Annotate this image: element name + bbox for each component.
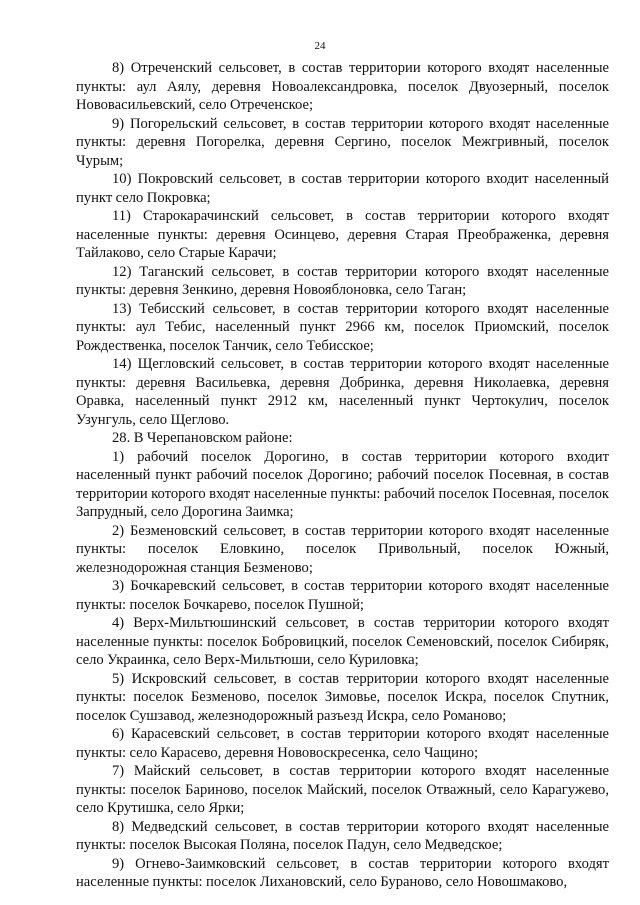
paragraph: 14) Щегловский сельсовет, в состав территории которого входят населенные пункты: деревня Васильевка, деревня Добринка, деревня Николаевка, деревня Оравка, населенный пункт 2912 км, населенный пункт Чертокулич, поселок Узунгуль, село Щеглово.: [76, 356, 609, 428]
paragraph: 9) Погорельский сельсовет, в состав территории которого входят населенные пункты: деревня Погорелка, деревня Сергино, поселок Межгривный, поселок Чурым;: [76, 115, 609, 169]
paragraph: 12) Таганский сельсовет, в состав территории которого входят населенные пункты: деревня Зенкино, деревня Новояблоновка, село Таган;: [76, 263, 609, 298]
paragraph: 2) Безменовский сельсовет, в состав территории которого входят населенные пункты: поселок Еловкино, поселок Привольный, поселок Южный, железнодорожная станция Безменово;: [76, 522, 609, 576]
paragraph: 8) Медведский сельсовет, в состав территории которого входят населенные пункты: поселок Высокая Поляна, поселок Падун, село Медведское;: [76, 818, 609, 853]
paragraph: 3) Бочкаревский сельсовет, в состав территории которого входят населенные пункты: поселок Бочкарево, поселок Пушной;: [76, 578, 609, 613]
paragraph: 7) Майский сельсовет, в состав территории которого входят населенные пункты: поселок Бариново, поселок Майский, поселок Отважный, село Карагужево, село Крутишка, село Ярки;: [76, 763, 609, 816]
paragraph: 1) рабочий поселок Дорогино, в состав территории которого входит населенный пункт рабочий поселок Дорогино; рабочий поселок Посевная, в состав территории которого входят населенные пункты: рабочий поселок Посевная, поселок Запрудный, село Дорогина Заимка;: [76, 448, 609, 520]
paragraph: 10) Покровский сельсовет, в состав территории которого входит населенный пункт село Покровка;: [76, 171, 609, 206]
paragraph: 4) Верх-Мильтюшинский сельсовет, в состав территории которого входят населенные пункты: поселок Бобровицкий, поселок Семеновский, поселок Сибиряк, село Украинка, село Верх-Мильтюши, село Куриловка;: [76, 615, 609, 668]
paragraph: 11) Старокарачинский сельсовет, в состав территории которого входят населенные пункты: деревня Осинцево, деревня Старая Преображенка, деревня Тайлаково, село Старые Карачи;: [76, 208, 609, 261]
paragraph: 8) Отреченский сельсовет, в состав территории которого входят населенные пункты: аул Аялу, деревня Новоалександровка, поселок Двуозерный, поселок Нововасильевский, село Отреченское;: [76, 60, 609, 113]
section-heading: 28. В Черепановском районе:: [112, 430, 293, 446]
paragraph: 13) Тебисский сельсовет, в состав территории которого входят населенные пункты: аул Тебис, населенный пункт 2966 км, поселок Приомский, поселок Рождественка, поселок Танчик, село Тебисское;: [76, 300, 609, 354]
document-body: [76, 59, 609, 892]
page-number: 24: [314, 40, 326, 52]
paragraph: 5) Искровский сельсовет, в состав территории которого входят населенные пункты: поселок Безменово, поселок Зимовье, поселок Искра, поселок Спутник, поселок Сушзавод, железнодорожный разъезд Искра, село Романово;: [76, 670, 609, 724]
paragraph: 9) Огнево-Заимковский сельсовет, в состав территории которого входят населенные пункты: поселок Лихановский, село Бураново, село Новошмаково,: [76, 855, 609, 890]
paragraph: 6) Карасевский сельсовет, в состав территории которого входят населенные пункты: село Карасево, деревня Нововоскресенка, село Чащино;: [76, 726, 609, 761]
